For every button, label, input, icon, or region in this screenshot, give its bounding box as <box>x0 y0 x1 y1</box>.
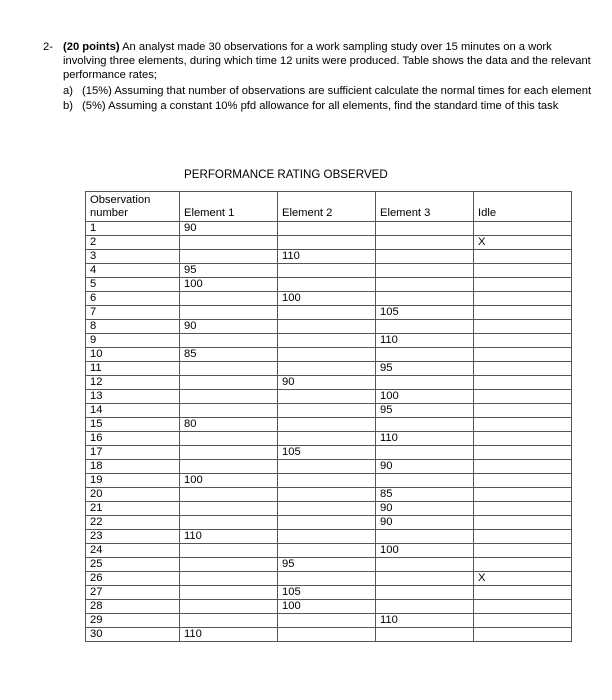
cell-element-1 <box>180 558 278 572</box>
table-row <box>86 362 572 376</box>
cell-idle <box>474 446 572 460</box>
table-caption: PERFORMANCE RATING OBSERVED <box>184 168 388 181</box>
cell-observation-number: 13 <box>86 390 180 404</box>
cell-element-3 <box>376 236 474 250</box>
cell-element-2 <box>278 222 376 236</box>
cell-idle <box>474 502 572 516</box>
table-row <box>86 558 572 572</box>
table-row <box>86 586 572 600</box>
cell-idle <box>474 376 572 390</box>
table-row <box>86 278 572 292</box>
cell-idle: X <box>474 236 572 250</box>
cell-element-2: 100 <box>278 292 376 306</box>
cell-idle <box>474 558 572 572</box>
performance-rating-table <box>85 191 572 642</box>
problem-points: (20 points) <box>63 41 120 53</box>
cell-element-2: 100 <box>278 600 376 614</box>
cell-element-2 <box>278 614 376 628</box>
cell-idle <box>474 628 572 642</box>
cell-element-1 <box>180 586 278 600</box>
cell-element-3 <box>376 376 474 390</box>
cell-idle <box>474 488 572 502</box>
table-row <box>86 376 572 390</box>
cell-element-1: 100 <box>180 278 278 292</box>
cell-observation-number: 25 <box>86 558 180 572</box>
cell-element-3 <box>376 600 474 614</box>
cell-element-1 <box>180 292 278 306</box>
cell-element-1 <box>180 334 278 348</box>
cell-observation-number: 20 <box>86 488 180 502</box>
cell-element-1 <box>180 488 278 502</box>
table-row <box>86 614 572 628</box>
cell-observation-number: 9 <box>86 334 180 348</box>
cell-element-2 <box>278 474 376 488</box>
problem-text: An analyst made 30 observations for a work sampling study over 15 minutes on a work involving three elements, during which time 12 units were produced. Table shows the data and the relevant performance rates; <box>63 41 591 82</box>
cell-element-1: 95 <box>180 264 278 278</box>
cell-idle <box>474 418 572 432</box>
cell-observation-number: 29 <box>86 614 180 628</box>
cell-observation-number: 15 <box>86 418 180 432</box>
cell-idle <box>474 432 572 446</box>
cell-element-3 <box>376 474 474 488</box>
cell-observation-number: 5 <box>86 278 180 292</box>
cell-observation-number: 30 <box>86 628 180 642</box>
cell-observation-number: 19 <box>86 474 180 488</box>
cell-element-1 <box>180 250 278 264</box>
cell-element-2: 105 <box>278 586 376 600</box>
cell-idle <box>474 544 572 558</box>
cell-idle <box>474 530 572 544</box>
table-body <box>86 222 572 642</box>
table-row <box>86 516 572 530</box>
cell-observation-number: 2 <box>86 236 180 250</box>
table-row <box>86 460 572 474</box>
problem-statement <box>43 40 598 113</box>
cell-idle <box>474 292 572 306</box>
table-row <box>86 334 572 348</box>
cell-observation-number: 14 <box>86 404 180 418</box>
cell-element-2 <box>278 334 376 348</box>
cell-idle <box>474 222 572 236</box>
cell-element-3: 95 <box>376 362 474 376</box>
cell-observation-number: 8 <box>86 320 180 334</box>
cell-element-2 <box>278 320 376 334</box>
cell-element-1 <box>180 460 278 474</box>
table-row <box>86 222 572 236</box>
cell-observation-number: 6 <box>86 292 180 306</box>
cell-idle <box>474 362 572 376</box>
cell-element-3: 110 <box>376 334 474 348</box>
table-row <box>86 418 572 432</box>
cell-idle <box>474 390 572 404</box>
cell-observation-number: 21 <box>86 502 180 516</box>
cell-idle <box>474 614 572 628</box>
cell-observation-number: 26 <box>86 572 180 586</box>
cell-element-3 <box>376 348 474 362</box>
cell-element-3: 85 <box>376 488 474 502</box>
cell-observation-number: 4 <box>86 264 180 278</box>
cell-element-3 <box>376 530 474 544</box>
table-row <box>86 600 572 614</box>
cell-element-2 <box>278 390 376 404</box>
cell-element-1 <box>180 600 278 614</box>
cell-observation-number: 22 <box>86 516 180 530</box>
cell-element-1: 80 <box>180 418 278 432</box>
cell-element-3 <box>376 628 474 642</box>
cell-element-2 <box>278 362 376 376</box>
cell-element-1 <box>180 404 278 418</box>
cell-observation-number: 27 <box>86 586 180 600</box>
header-observation-number: Observation number <box>86 192 180 222</box>
cell-element-2: 95 <box>278 558 376 572</box>
cell-observation-number: 24 <box>86 544 180 558</box>
cell-element-1: 90 <box>180 320 278 334</box>
cell-element-2 <box>278 572 376 586</box>
table-row <box>86 320 572 334</box>
cell-element-2: 90 <box>278 376 376 390</box>
cell-element-3: 90 <box>376 460 474 474</box>
cell-observation-number: 28 <box>86 600 180 614</box>
cell-element-1 <box>180 376 278 390</box>
cell-observation-number: 10 <box>86 348 180 362</box>
cell-element-3: 95 <box>376 404 474 418</box>
cell-element-1 <box>180 306 278 320</box>
cell-element-3 <box>376 264 474 278</box>
cell-element-2 <box>278 544 376 558</box>
cell-element-3: 110 <box>376 432 474 446</box>
cell-element-1 <box>180 572 278 586</box>
table-row <box>86 390 572 404</box>
cell-element-1: 90 <box>180 222 278 236</box>
cell-observation-number: 11 <box>86 362 180 376</box>
table-row <box>86 544 572 558</box>
cell-element-3 <box>376 446 474 460</box>
cell-element-2 <box>278 628 376 642</box>
table-row <box>86 264 572 278</box>
cell-element-1 <box>180 390 278 404</box>
table-row <box>86 432 572 446</box>
cell-element-3 <box>376 572 474 586</box>
cell-element-2 <box>278 530 376 544</box>
cell-idle <box>474 460 572 474</box>
cell-idle <box>474 264 572 278</box>
cell-element-1 <box>180 502 278 516</box>
header-idle: Idle <box>474 192 572 222</box>
part-a-text: (15%) Assuming that number of observations are sufficient calculate the normal times for each element <box>82 84 592 97</box>
cell-idle <box>474 600 572 614</box>
cell-element-3 <box>376 418 474 432</box>
table-row <box>86 404 572 418</box>
cell-element-3: 100 <box>376 544 474 558</box>
cell-observation-number: 16 <box>86 432 180 446</box>
table-row <box>86 488 572 502</box>
part-a-label: a) <box>63 84 73 97</box>
cell-element-2 <box>278 264 376 278</box>
cell-element-3 <box>376 292 474 306</box>
cell-observation-number: 3 <box>86 250 180 264</box>
part-b-label: b) <box>63 99 73 112</box>
cell-element-3: 110 <box>376 614 474 628</box>
problem-number: 2- <box>43 41 53 53</box>
cell-element-3 <box>376 278 474 292</box>
cell-element-1 <box>180 236 278 250</box>
cell-element-2: 105 <box>278 446 376 460</box>
table-row <box>86 292 572 306</box>
cell-element-2 <box>278 236 376 250</box>
cell-idle <box>474 474 572 488</box>
cell-element-2 <box>278 432 376 446</box>
cell-element-3 <box>376 250 474 264</box>
cell-element-3 <box>376 222 474 236</box>
cell-element-3 <box>376 320 474 334</box>
cell-element-2 <box>278 460 376 474</box>
header-element-1: Element 1 <box>180 192 278 222</box>
table-row <box>86 530 572 544</box>
header-element-2: Element 2 <box>278 192 376 222</box>
cell-idle <box>474 250 572 264</box>
table-row <box>86 502 572 516</box>
part-a <box>63 84 598 98</box>
table-header-row <box>86 192 572 222</box>
table-row <box>86 446 572 460</box>
cell-element-1: 110 <box>180 628 278 642</box>
table-row <box>86 474 572 488</box>
cell-element-3 <box>376 558 474 572</box>
cell-observation-number: 7 <box>86 306 180 320</box>
cell-element-3: 105 <box>376 306 474 320</box>
cell-element-1: 85 <box>180 348 278 362</box>
cell-element-3: 100 <box>376 390 474 404</box>
cell-element-1 <box>180 432 278 446</box>
cell-element-2 <box>278 488 376 502</box>
cell-element-1: 100 <box>180 474 278 488</box>
cell-element-2 <box>278 418 376 432</box>
cell-element-1 <box>180 614 278 628</box>
cell-element-2: 110 <box>278 250 376 264</box>
header-element-3: Element 3 <box>376 192 474 222</box>
cell-idle <box>474 404 572 418</box>
cell-element-1: 110 <box>180 530 278 544</box>
cell-element-1 <box>180 516 278 530</box>
cell-element-1 <box>180 362 278 376</box>
cell-idle <box>474 334 572 348</box>
cell-observation-number: 12 <box>86 376 180 390</box>
part-b <box>63 99 598 113</box>
cell-element-3 <box>376 586 474 600</box>
cell-element-1 <box>180 544 278 558</box>
cell-element-2 <box>278 516 376 530</box>
cell-element-2 <box>278 502 376 516</box>
cell-observation-number: 1 <box>86 222 180 236</box>
table-row <box>86 306 572 320</box>
cell-idle <box>474 586 572 600</box>
cell-idle <box>474 516 572 530</box>
table-row <box>86 236 572 250</box>
table-row <box>86 348 572 362</box>
cell-element-1 <box>180 446 278 460</box>
cell-idle <box>474 278 572 292</box>
cell-idle: X <box>474 572 572 586</box>
cell-idle <box>474 348 572 362</box>
cell-observation-number: 17 <box>86 446 180 460</box>
cell-element-2 <box>278 306 376 320</box>
cell-element-3: 90 <box>376 502 474 516</box>
cell-element-2 <box>278 404 376 418</box>
table-row <box>86 250 572 264</box>
table-row <box>86 628 572 642</box>
cell-idle <box>474 306 572 320</box>
cell-observation-number: 18 <box>86 460 180 474</box>
table-row <box>86 572 572 586</box>
cell-element-3: 90 <box>376 516 474 530</box>
cell-idle <box>474 320 572 334</box>
cell-element-2 <box>278 278 376 292</box>
cell-observation-number: 23 <box>86 530 180 544</box>
part-b-text: (5%) Assuming a constant 10% pfd allowance for all elements, find the standard time of this task <box>82 99 559 112</box>
cell-element-2 <box>278 348 376 362</box>
